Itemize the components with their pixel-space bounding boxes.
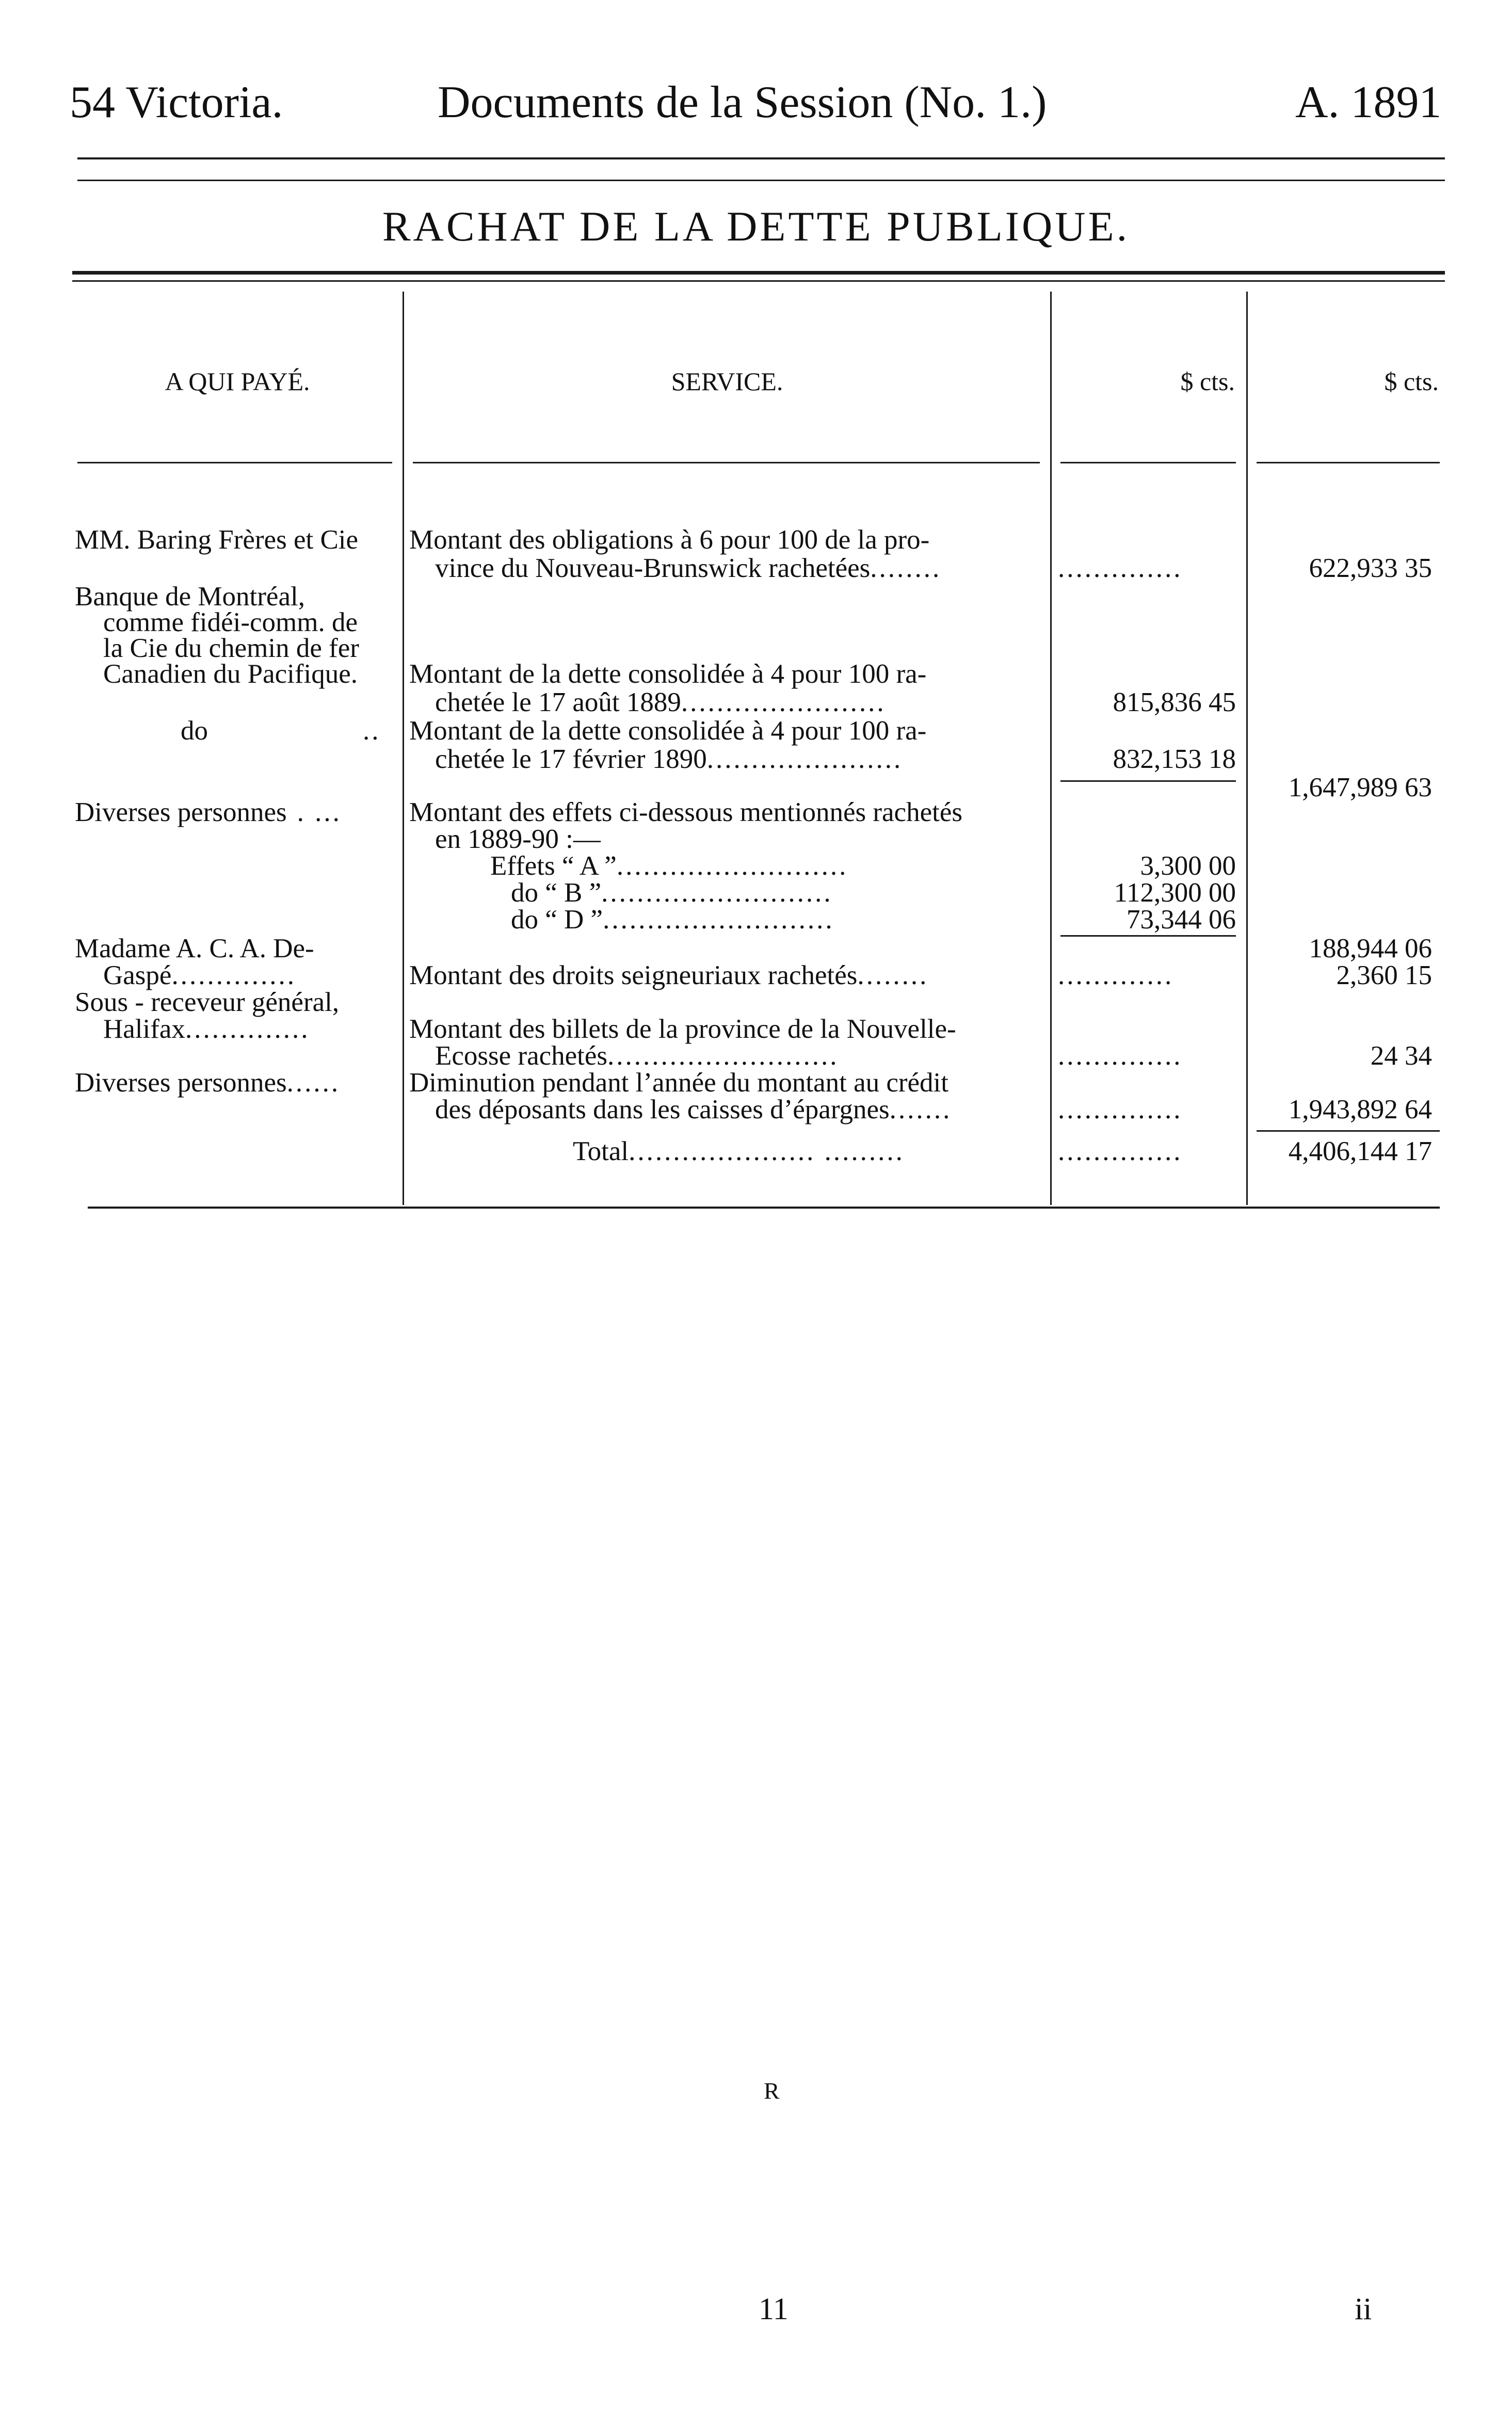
r4-sub-a-label: Effets “ A ”..........................	[490, 851, 848, 881]
r4-service-line1: Montant des effets ci-dessous mentionnés rachetés	[409, 797, 962, 827]
r1-amount1-leader: ..............	[1058, 553, 1183, 583]
r1-service-line1: Montant des obligations à 6 pour 100 de la pro-	[409, 525, 930, 555]
header-left: 54 Victoria.	[70, 77, 283, 127]
r2-payee-line2: comme fidéi-comm. de	[103, 607, 358, 637]
r4-amount2: 188,944 06	[1309, 934, 1432, 963]
footer-right: ii	[1355, 2292, 1372, 2326]
r6-amount1-leader: ..............	[1058, 1041, 1183, 1071]
r1-service-line2: vince du Nouveau-Brunswick rachetées........	[435, 553, 942, 583]
r3-service-line1: Montant de la dette consolidée à 4 pour 100 ra-	[409, 716, 927, 746]
r4-sub-b-label: do “ B ”..........................	[511, 878, 833, 908]
r5-payee-line1: Madame A. C. A. De-	[75, 934, 314, 963]
total-amount1-leader: ..............	[1058, 1136, 1183, 1166]
r3-amount2: 1,647,989 63	[1288, 773, 1432, 802]
total-label: Total..................... .........	[573, 1136, 905, 1166]
r3-amount1: 832,153 18	[1113, 744, 1236, 774]
r4-sub-d-amount: 73,344 06	[1127, 905, 1236, 935]
page-title: RACHAT DE LA DETTE PUBLIQUE.	[382, 203, 1130, 250]
signature-mark: R	[764, 2078, 780, 2104]
header-separator-2	[413, 462, 1040, 463]
table-bottom-rule	[88, 1207, 1440, 1209]
column-header-amount2: $ cts.	[1384, 367, 1439, 396]
column-divider-3	[1246, 292, 1248, 1205]
r4-service-line2: en 1889-90 :—	[435, 824, 601, 854]
header-separator-3	[1060, 462, 1236, 463]
column-header-payee: A QUI PAYÉ.	[165, 367, 310, 396]
header-separator-1	[77, 462, 392, 463]
column-header-amount1: $ cts.	[1180, 367, 1235, 396]
header-rule-bottom	[77, 180, 1445, 181]
title-rule-thick	[72, 271, 1445, 275]
r4-payee: Diverses personnes . ...	[75, 797, 342, 827]
r2-amount1: 815,836 45	[1113, 687, 1236, 717]
r7-service-line1: Diminution pendant l’année du montant au crédit	[409, 1068, 948, 1098]
r5-service: Montant des droits seigneuriaux rachetés........	[409, 960, 929, 990]
r5-amount2: 2,360 15	[1336, 960, 1432, 990]
page-number: 11	[759, 2292, 789, 2326]
header-center: Documents de la Session (No. 1.)	[438, 77, 1047, 127]
r1-payee: MM. Baring Frères et Cie	[75, 525, 359, 555]
r6-payee-line2: Halifax..............	[103, 1014, 310, 1044]
r6-service-line1: Montant des billets de la province de la Nouvelle-	[409, 1014, 956, 1044]
r6-amount2: 24 34	[1370, 1041, 1432, 1071]
r3-payee: do ..	[181, 716, 381, 746]
r7-service-line2: des déposants dans les caisses d’épargnes.......	[435, 1095, 952, 1124]
r2-service-line1: Montant de la dette consolidée à 4 pour 100 ra-	[409, 659, 927, 689]
r7-payee: Diverses personnes......	[75, 1068, 341, 1098]
r7-amount2: 1,943,892 64	[1288, 1095, 1432, 1124]
header-right: A. 1891	[1295, 77, 1442, 127]
r4-subtotal-rule	[1060, 935, 1236, 937]
r5-payee-line2: Gaspé..............	[103, 960, 296, 990]
total-amount2: 4,406,144 17	[1288, 1136, 1432, 1166]
r4-sub-a-amount: 3,300 00	[1140, 851, 1236, 881]
title-rule-thin	[72, 280, 1445, 282]
r6-service-line2: Ecosse rachetés..........................	[435, 1041, 839, 1071]
column-divider-1	[403, 292, 404, 1205]
r1-amount2: 622,933 35	[1309, 553, 1432, 583]
r4-sub-d-label: do “ D ”..........................	[511, 905, 834, 935]
r6-payee-line1: Sous - receveur général,	[75, 987, 340, 1017]
header-rule-top	[77, 157, 1445, 159]
r3-subtotal-rule	[1060, 780, 1236, 782]
r7-amount1-leader: ..............	[1058, 1095, 1183, 1124]
r2-payee-line1: Banque de Montréal,	[75, 582, 305, 612]
r2-payee-line4: Canadien du Pacifique.	[103, 659, 358, 689]
r4-sub-b-amount: 112,300 00	[1114, 878, 1236, 908]
r2-service-line2: chetée le 17 août 1889.......................	[435, 687, 886, 717]
header-separator-4	[1257, 462, 1440, 463]
total-rule	[1257, 1130, 1440, 1132]
column-header-service: SERVICE.	[671, 367, 783, 396]
column-divider-2	[1050, 292, 1052, 1205]
r5-amount1-leader: .............	[1058, 960, 1174, 990]
r2-payee-line3: la Cie du chemin de fer	[103, 633, 359, 663]
r3-service-line2: chetée le 17 février 1890......................	[435, 744, 903, 774]
